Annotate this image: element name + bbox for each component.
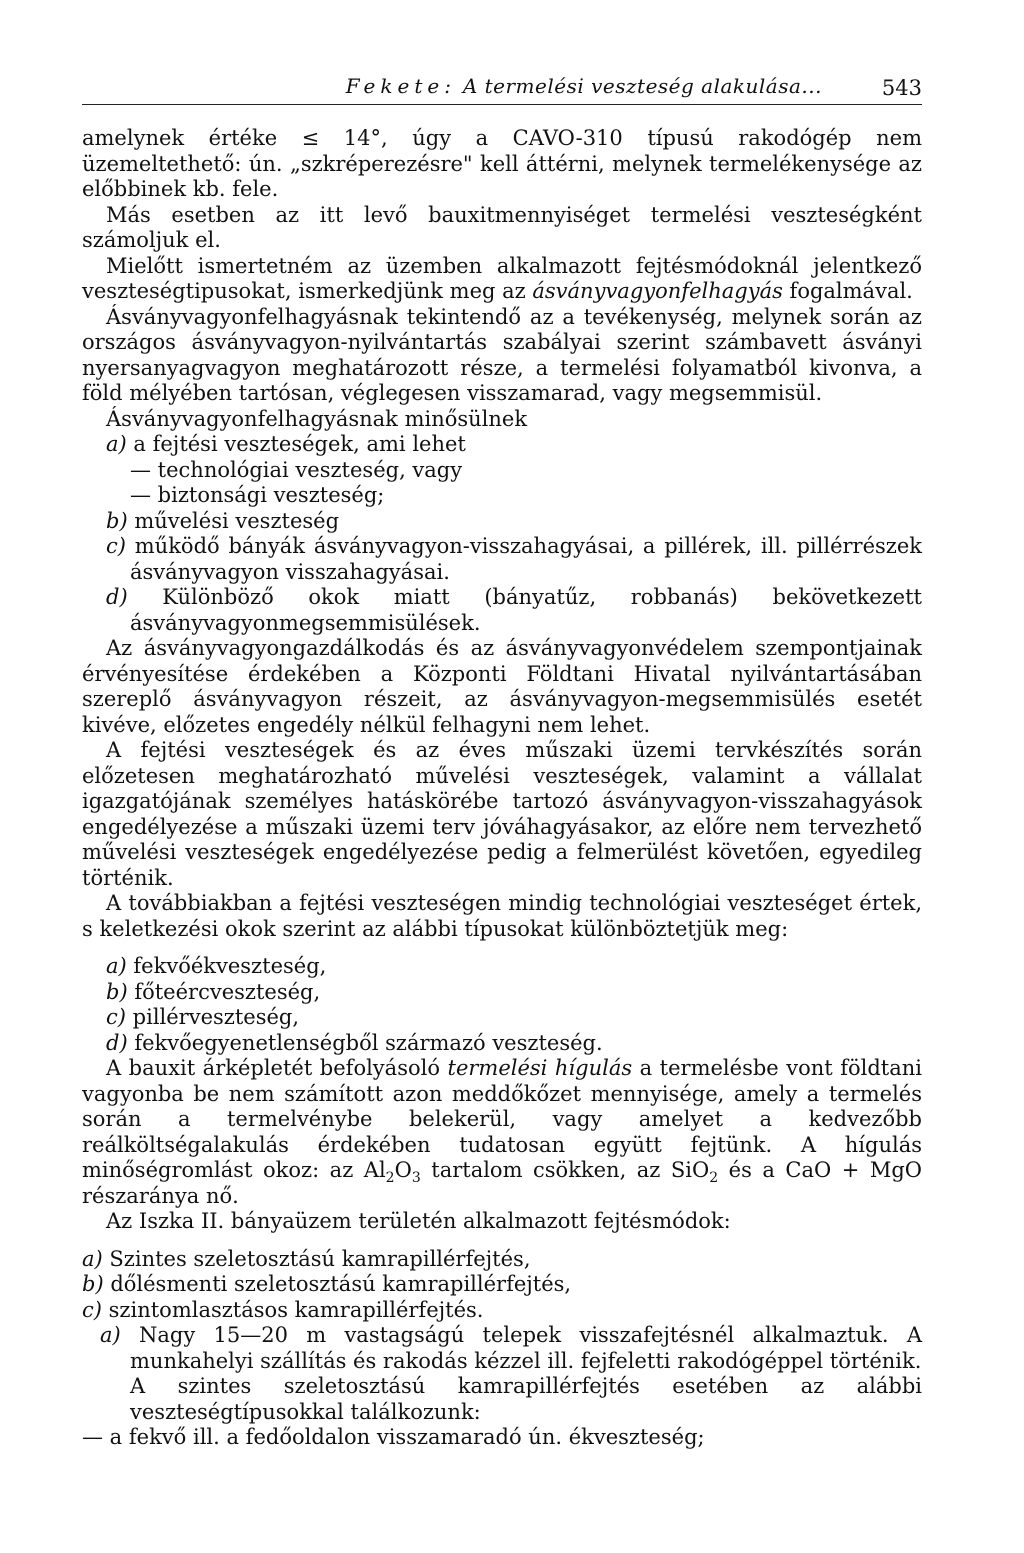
- list-item: [82, 1005, 922, 1031]
- paragraph-2: Más esetben az itt levő bauxitmennyiséget termelési veszteségként számoljuk el.: [82, 202, 922, 252]
- mining-methods-list: [82, 1247, 922, 1324]
- paragraph-9-text-c: O: [394, 1158, 412, 1182]
- paragraph-4: Ásványvagyonfelhagyásnak tekintendő az a tevékenység, melynek során az országos ásványvagyon-nyilvántartás szabályai szerint számbavett ásványi nyersanyagvagyon meghatározott része, a termelési folyamatból kivonva, a föld mélyében tartósan, véglegesen visszamarad, vagy megsemmisül.: [82, 304, 922, 405]
- list-text: a fejtési veszteségek, ami lehet: [133, 432, 466, 456]
- list-text: pillérveszteség,: [132, 1005, 300, 1029]
- page-number: 543: [881, 76, 922, 100]
- paragraph-9-text-e: és a CaO + MgO részaránya nő.: [82, 1158, 922, 1208]
- list-label: b): [82, 1272, 104, 1296]
- list-label: d): [106, 585, 128, 609]
- running-title: [346, 74, 822, 98]
- paragraph-10: Az Iszka II. bányaüzem területén alkalmazott fejtésmódok:: [106, 1209, 731, 1233]
- paragraph-9-text-d: tartalom csökken, az SiO: [420, 1158, 710, 1182]
- list-text: Különböző okok miatt (bányatűz, robbanás) bekövetkezett ásványvagyonmegsemmisülések.: [130, 585, 922, 635]
- list-label: a): [100, 1323, 121, 1347]
- subscript: 3: [411, 1170, 421, 1187]
- paragraph-3: [82, 254, 922, 305]
- list-text: Szintes szeletosztású kamrapillérfejtés,: [109, 1246, 531, 1271]
- paragraph-9-text-a: A bauxit árképletét befolyásoló: [106, 1056, 448, 1080]
- list-text: Nagy 15—20 m vastagságú telepek visszafejtésnél alkalmaztuk. A munkahelyi szállítás és rakodás kézzel ill. fejfeletti rakodógéppel történik.: [130, 1323, 922, 1373]
- loss-types-list: [82, 954, 922, 1056]
- dash-item: — technológiai veszteség, vagy: [130, 457, 463, 482]
- list-label: a): [82, 1246, 103, 1271]
- list-label: c): [106, 534, 126, 558]
- list-label: a): [106, 432, 127, 456]
- list-item: [82, 1298, 922, 1324]
- list-text: fekvőegyenetlenségből származó veszteség.: [134, 1030, 603, 1055]
- list-item: [82, 432, 922, 458]
- list-item: [82, 980, 922, 1006]
- header-title: A termelési veszteség alakulása...: [462, 74, 822, 98]
- list-item: [82, 534, 922, 585]
- list-item: [82, 954, 922, 980]
- paragraph-9-text-b: a termelésbe vont földtani vagyonba be nem számított azon meddőkőzet mennyisége, amely a termelés során a termelvénybe belekerül, vagy amelyet a kedvezőbb reálköltségalakulás érdekében tudatosan együtt fejtünk. A hígulás minőségromlást okoz: az Al: [82, 1056, 922, 1182]
- list-label: b): [106, 979, 128, 1004]
- paragraph-9-emphasis: termelési hígulás: [447, 1056, 633, 1080]
- list-label: d): [106, 1030, 128, 1055]
- list-text: dőlésmenti szeletosztású kamrapillérfejtés,: [110, 1272, 572, 1296]
- list-item: [82, 585, 922, 636]
- list-text: szintomlasztásos kamrapillérfejtés.: [108, 1297, 484, 1322]
- list-text: főteércveszteség,: [134, 979, 321, 1004]
- subscript: 2: [709, 1170, 719, 1187]
- body-text: [82, 126, 922, 1451]
- list-item: [82, 509, 922, 535]
- list-text: működő bányák ásványvagyon-visszahagyásai, a pillérek, ill. pillérrészek ásványvagyon visszahagyásai.: [130, 534, 922, 584]
- list-label: c): [106, 1005, 126, 1029]
- dash-item: — biztonsági veszteség;: [130, 483, 385, 507]
- paragraph-8: A továbbiakban a fejtési veszteségen mindig technológiai veszteséget értek, s keletkezési okok szerint az alábbi típusokat különböztetjük meg:: [82, 891, 922, 941]
- paragraph-3-emphasis: ásványvagyonfelhagyás: [532, 279, 783, 303]
- running-header: [82, 72, 922, 105]
- list-item: [82, 1247, 922, 1273]
- dash-item: — a fekvő ill. a fedőoldalon visszamaradó ún. ékveszteség;: [82, 1425, 705, 1449]
- paragraph-5: Ásványvagyonfelhagyásnak minősülnek: [106, 406, 528, 431]
- method-a-description: [82, 1323, 922, 1374]
- list-label: a): [106, 954, 127, 978]
- paragraph-9: [82, 1056, 922, 1209]
- paragraph-6: Az ásványvagyongazdálkodás és az ásványvagyonvédelem szempontjainak érvényesítése érdekében a Központi Földtani Hivatal nyilvántartásában szereplő ásványvagyon részeit, az ásványvagyon-megsemmisülés esetét kivéve, előzetes engedély nélkül felhagyni nem lehet.: [82, 636, 922, 737]
- header-author: Fekete:: [345, 74, 456, 98]
- method-a-loss-intro: A szintes szeletosztású kamrapillérfejtés esetében az alábbi veszteségtípusokkal találkozunk:: [130, 1374, 922, 1424]
- list-label: c): [82, 1297, 102, 1322]
- list-label: b): [106, 508, 128, 533]
- paragraph-3-text-a: Mielőtt ismertetném az üzemben alkalmazott fejtésmódoknál jelentkező veszteségtipusokat, ismerkedjünk meg az: [82, 253, 922, 303]
- subscript: 2: [385, 1170, 395, 1187]
- paragraph-3-text-b: fogalmával.: [782, 279, 913, 303]
- list-item: [82, 1031, 922, 1057]
- list-text: fekvőékveszteség,: [133, 954, 327, 978]
- paragraph-7: A fejtési veszteségek és az éves műszaki üzemi tervkészítés során előzetesen meghatározható művelési veszteségek, valamint a vállalat igazgatójának személyes hatáskörébe tartozó ásványvagyon-visszahagyások engedélyezése a műszaki üzemi terv jóváhagyásakor, az előre nem tervezhető művelési veszteségek engedélyezése pedig a felmerülést követően, egyedileg történik.: [82, 738, 922, 890]
- list-text: művelési veszteség: [134, 508, 340, 533]
- paragraph-1: amelynek értéke ≤ 14°, úgy a CAVO-310 típusú rakodógép nem üzemeltethető: ún. „szkréperezésre" kell áttérni, melynek termelékenysége az előbbinek kb. fele.: [82, 126, 922, 201]
- list-item: [82, 1272, 922, 1298]
